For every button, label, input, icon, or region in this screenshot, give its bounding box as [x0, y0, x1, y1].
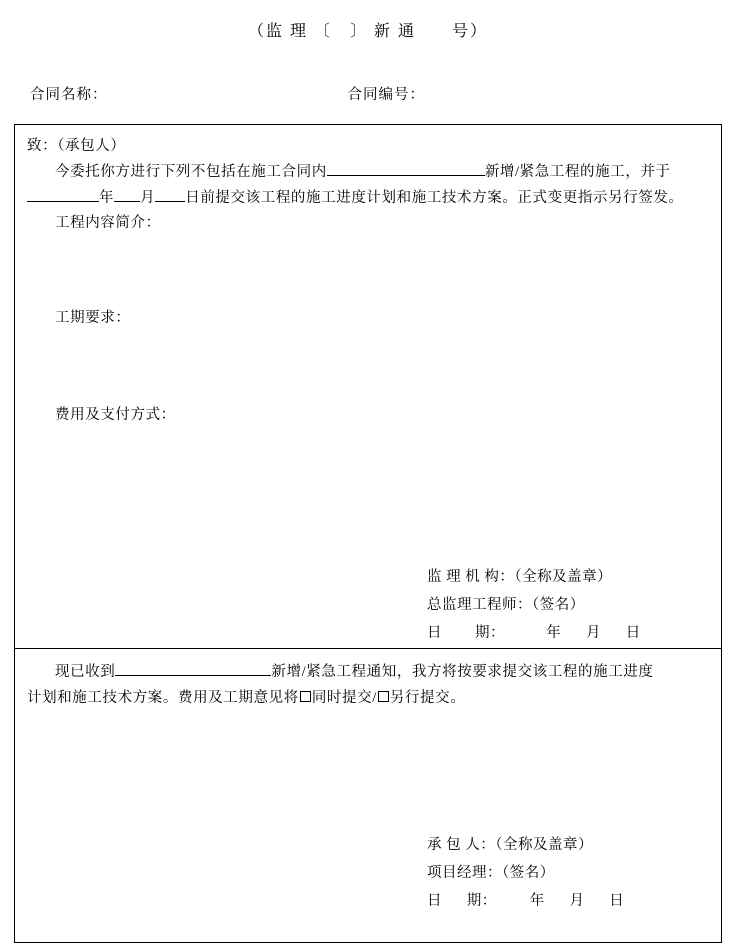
commission-paragraph — [27, 159, 709, 185]
notice-section — [15, 125, 721, 649]
receipt-text-5: 另行提交。 — [389, 690, 466, 706]
day-blank[interactable] — [155, 186, 185, 202]
month-label: 月 — [140, 190, 156, 206]
chief-supervisor-line: 总监理工程师：（签名） — [427, 597, 585, 613]
contract-no-label: 合同编号： — [347, 87, 425, 103]
duration-requirement-label: 工期要求： — [55, 310, 131, 326]
receipt-text-4: 同时提交/ — [311, 690, 377, 706]
supervisor-date-line: 日 期： 年 月 日 — [427, 625, 641, 641]
supervisor-org-line: 监 理 机 构：（全称及盖章） — [427, 569, 613, 585]
contractor-org-line: 承 包 人：（全称及盖章） — [427, 837, 593, 853]
supervisor-signature-block — [427, 563, 641, 647]
addressee-line: 致：（承包人） — [27, 138, 126, 154]
scope-blank[interactable] — [327, 160, 485, 176]
receipt-text-2: 新增/紧急工程通知，我方将按要求提交该工程的施工进度 — [271, 664, 654, 680]
deadline-paragraph — [27, 185, 709, 211]
page-title: （监 理 〔 〕 新 通 号） — [247, 23, 488, 40]
checkbox-submit-separately[interactable] — [378, 691, 389, 702]
year-blank[interactable] — [27, 186, 99, 202]
receipt-text-3: 计划和施工技术方案。费用及工期意见将 — [27, 690, 299, 706]
month-blank[interactable] — [114, 186, 140, 202]
receipt-scope-blank[interactable] — [115, 660, 271, 676]
receipt-paragraph-2 — [27, 685, 709, 711]
receipt-paragraph — [27, 659, 709, 685]
acknowledgement-section — [15, 649, 721, 942]
deadline-text: 日前提交该工程的施工进度计划和施工技术方案。正式变更指示另行签发。 — [185, 190, 684, 206]
contract-name-label: 合同名称： — [30, 87, 108, 103]
work-content-area[interactable] — [27, 232, 709, 306]
checkbox-submit-together[interactable] — [300, 691, 311, 702]
project-manager-line: 项目经理：（签名） — [427, 865, 555, 881]
contractor-date-line: 日 期： 年 月 日 — [427, 893, 625, 909]
contract-info-row — [0, 83, 736, 104]
receipt-text-1: 现已收到 — [55, 664, 116, 680]
contractor-signature-block — [427, 831, 624, 915]
form-table — [14, 124, 722, 943]
cost-payment-label: 费用及支付方式： — [55, 407, 176, 423]
duration-requirement-area[interactable] — [27, 327, 709, 403]
work-content-label: 工程内容简介： — [55, 215, 161, 231]
commission-text-2: 新增/紧急工程的施工，并于 — [484, 164, 671, 180]
commission-text-1: 今委托你方进行下列不包括在施工合同内 — [55, 164, 327, 180]
year-label: 年 — [99, 190, 115, 206]
